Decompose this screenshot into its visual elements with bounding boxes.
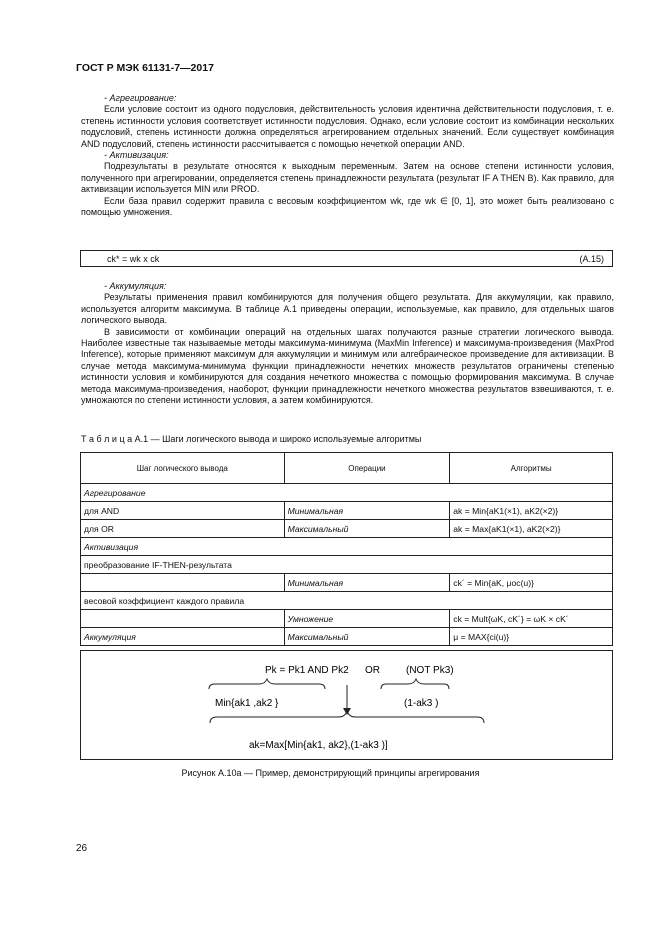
formula-box xyxy=(80,250,613,267)
aggregation-diagram xyxy=(81,651,612,759)
table-row xyxy=(81,610,613,628)
right-brace xyxy=(381,679,449,689)
accumulation-label: - Аккумуляция: xyxy=(104,281,167,291)
weight-text: Если база правил содержит правила с весовым коэффициентом wk, где wk ∈ [0, 1], это может быть реализовано с помощью умножения. xyxy=(81,195,614,218)
figure-min: Min{ak1 ,ak2 } xyxy=(215,698,279,709)
table-row xyxy=(81,556,613,574)
section-aggregation: Агрегирование xyxy=(81,484,613,502)
table-cell: ck = Mult{ωK, cK´} = ωK × cK´ xyxy=(450,610,613,628)
aggregation-text: Если условие состоит из одного подусловия, действительность условия идентична действительности подусловия, т. е. степень истинности условия соответствует истинности подусловия. Однако, если условие состоит из комбинации нескольких подусловий, степень истинности должна определяться агрегированием отдельных значений. Если существует комбинация AND подусловий, степень истинности рассчитывается с помощью нечеткой операции AND. xyxy=(81,104,614,149)
table-cell: для OR xyxy=(81,520,285,538)
header-step: Шаг логического вывода xyxy=(81,453,285,484)
figure-box xyxy=(80,650,613,760)
table-row xyxy=(81,628,613,646)
document-header: ГОСТ Р МЭК 61131-7—2017 xyxy=(76,62,214,74)
table-row xyxy=(81,484,613,502)
table-cell: Умножение xyxy=(284,610,450,628)
activation-label: - Активизация: xyxy=(104,150,169,161)
aggregation-label: - Агрегирование: xyxy=(104,93,177,103)
page-number: 26 xyxy=(76,843,88,854)
table-row xyxy=(81,502,613,520)
figure-result: ak=Max[Min{ak1, ak2},(1-ak3 )] xyxy=(249,740,388,751)
formula-number: (A.15) xyxy=(579,254,604,264)
inference-table xyxy=(80,452,613,646)
table-row xyxy=(81,520,613,538)
table-row xyxy=(81,538,613,556)
header-operations: Операции xyxy=(284,453,450,484)
table-cell: μ = MAX{ci(u)} xyxy=(450,628,613,646)
table-cell: ak = Min{aK1(×1), aK2(×2)} xyxy=(450,502,613,520)
table-row xyxy=(81,574,613,592)
figure-not: (NOT Pk3) xyxy=(406,665,454,676)
table-cell: для AND xyxy=(81,502,285,520)
strategy-text: В зависимости от комбинации операций на отдельных шагах получаются разные стратегии логического вывода. Наиболее известные так называемые методы максимума-минимума (MaxMin Inference) и максимума-произведения (MaxProd Inference), которые применяют максимум для аккумуляции и минимум или алгебраическое произведение для активизации. В случае метода максимума-минимума функции принадлежности нечетких множеств результатов ограничены степенью истинности условия и комбинируются для создания нечеткого множества с помощью формирования максимума. В случае метода максимума-произведения, наоборот, функции принадлежности нечеткого множества результатов взвешиваются, т. е. умножаются по степени истинности условия, а затем комбинируются. xyxy=(81,326,614,406)
aggregation-section xyxy=(81,93,614,218)
figure-or: OR xyxy=(365,665,380,676)
table-cell: ck´ = Min{aK, μoc(u)} xyxy=(450,574,613,592)
table-cell: преобразование IF-THEN-результата xyxy=(81,556,613,574)
table-cell: Аккумуляция xyxy=(81,628,285,646)
table-header-row xyxy=(81,453,613,484)
accumulation-text: Результаты применения правил комбинируются для получения общего результата. Для аккумуляции, как правило, используется алгоритм максимума. В таблице А.1 приведены операции, используемые, как правило, для отдельных шагов логического вывода. xyxy=(81,292,614,326)
left-brace xyxy=(209,679,325,689)
table-cell: Максимальный xyxy=(284,628,450,646)
figure-one-minus: (1-ak3 ) xyxy=(404,698,439,709)
figure-caption: Рисунок А.10а — Пример, демонстрирующий принципы агрегирования xyxy=(181,768,480,778)
figure-line1: Pk = Pk1 AND Pk2 xyxy=(265,665,349,676)
header-algorithms: Алгоритмы xyxy=(450,453,613,484)
table-row xyxy=(81,592,613,610)
table-cell xyxy=(81,610,285,628)
table-cell: весовой коэффициент каждого правила xyxy=(81,592,613,610)
accumulation-section xyxy=(81,281,614,406)
activation-text: Подрезультаты в результате относятся к выходным переменным. Затем на основе степени истинности условия, полученного при агрегировании, определяется степень принадлежности результата (результат IF A THEN B). Как правило, для активизации используется MIN или PROD. xyxy=(81,161,614,195)
table-cell: ak = Max{aK1(×1), aK2(×2)} xyxy=(450,520,613,538)
formula: ck* = wk x ck xyxy=(107,254,160,264)
section-activation: Активизация xyxy=(81,538,613,556)
table-cell xyxy=(81,574,285,592)
table-cell: Минимальная xyxy=(284,502,450,520)
table-cell: Минимальная xyxy=(284,574,450,592)
table-caption: Т а б л и ц а А.1 — Шаги логического вывода и широко используемые алгоритмы xyxy=(81,434,422,444)
table-cell: Максимальный xyxy=(284,520,450,538)
